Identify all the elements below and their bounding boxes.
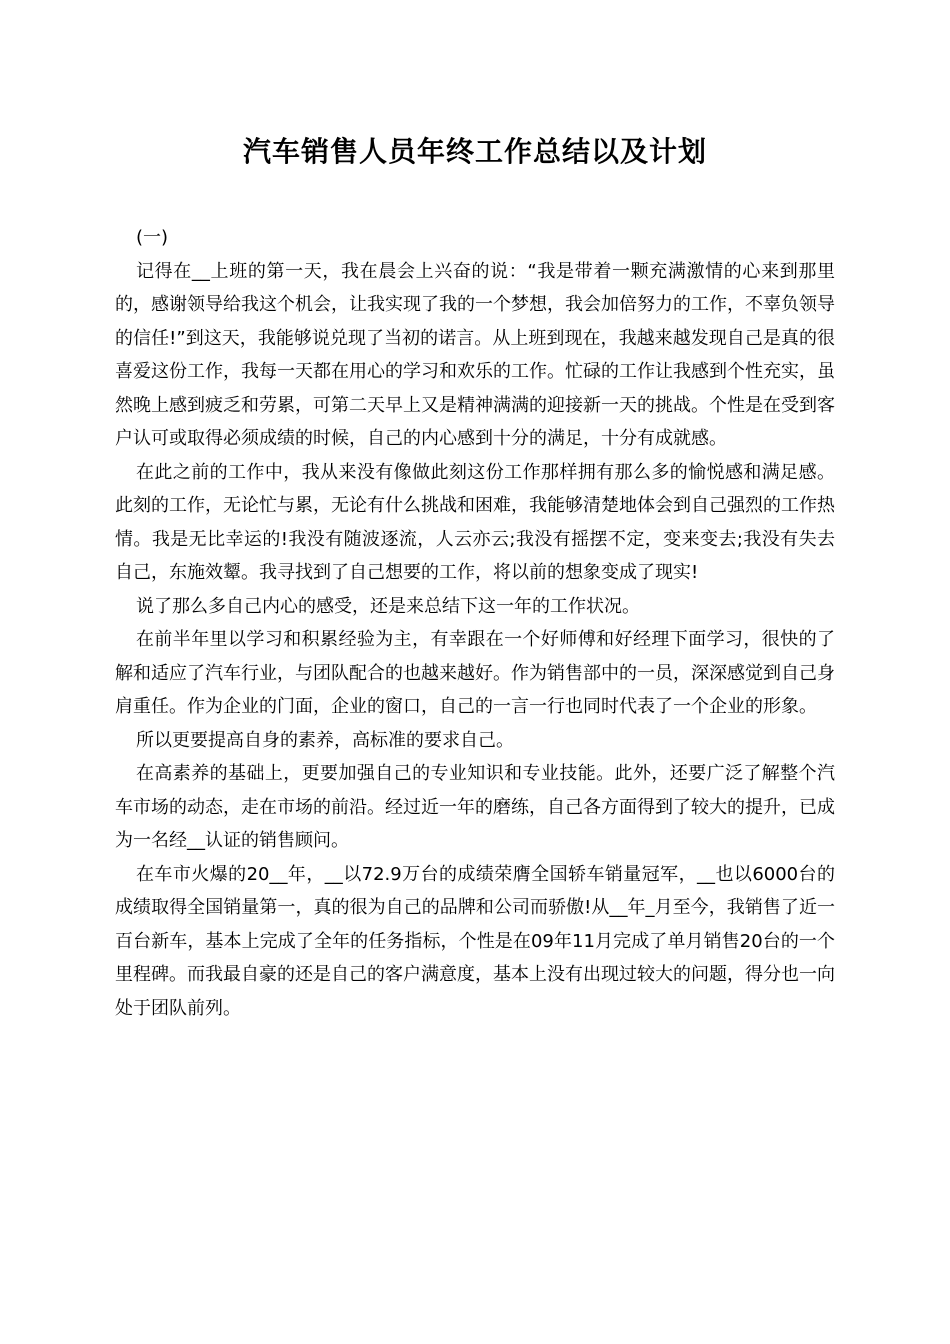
paragraph-self-improvement: 所以更要提高自身的素养，高标准的要求自己。 — [136, 729, 514, 751]
paragraph-satisfaction: 在此之前的工作中，我从来没有像做此刻这份工作那样拥有那么多的愉悦感和满足感。此刻的工作，无论忙与累，无论有什么挑战和困难，我能够清楚地体会到自己强烈的工作热情。我是无比幸运的!我没有随波逐流，人云亦云;我没有摇摆不定，变来变去;我没有失去自己，东施效颦。我寻找到了自己想要的工作，将以前的想象变成了现实! — [115, 461, 835, 583]
document-body — [115, 221, 835, 1025]
paragraph-sales-results: 在车市火爆的20__年，__以72.9万台的成绩荣膺全国轿车销量冠军，__也以6000台的成绩取得全国销量第一，真的很为自己的品牌和公司而骄傲!从__年_月至今，我销售了近一百台新车，基本上完成了全年的任务指标，个性是在09年11月完成了单月销售20台的一个里程碑。而我最自豪的还是自己的客户满意度，基本上没有出现过较大的问题，得分也一向处于团队前列。 — [115, 863, 835, 1019]
document-title: 汽车销售人员年终工作总结以及计划 — [242, 135, 707, 168]
paragraph-summary-intro: 说了那么多自己内心的感受，还是来总结下这一年的工作状况。 — [136, 595, 640, 617]
paragraph-first-half-year: 在前半年里以学习和积累经验为主，有幸跟在一个好师傅和好经理下面学习，很快的了解和适应了汽车行业，与团队配合的也越来越好。作为销售部中的一员，深深感觉到自己身肩重任。作为企业的门面，企业的窗口，自己的一言一行也同时代表了一个企业的形象。 — [115, 629, 835, 717]
paragraph-first-day: 记得在__上班的第一天，我在晨会上兴奋的说：“我是带着一颗充满激情的心来到那里的，感谢领导给我这个机会，让我实现了我的一个梦想，我会加倍努力的工作，不辜负领导的信任!”到这天，我能够说兑现了当初的诺言。从上班到现在，我越来越发现自己是真的很喜爱这份工作，我每一天都在用心的学习和欢乐的工作。忙碌的工作让我感到个性充实，虽然晚上感到疲乏和劳累，可第二天早上又是精神满满的迎接新一天的挑战。个性是在受到客户认可或取得必须成绩的时候，自己的内心感到十分的满足，十分有成就感。 — [115, 260, 835, 449]
section-label: (一) — [136, 227, 169, 248]
paragraph-professional-skills: 在高素养的基础上，更要加强自己的专业知识和专业技能。此外，还要广泛了解整个汽车市场的动态，走在市场的前沿。经过近一年的磨练，自己各方面得到了较大的提升，已成为一名经__认证的销售顾问。 — [115, 763, 835, 851]
